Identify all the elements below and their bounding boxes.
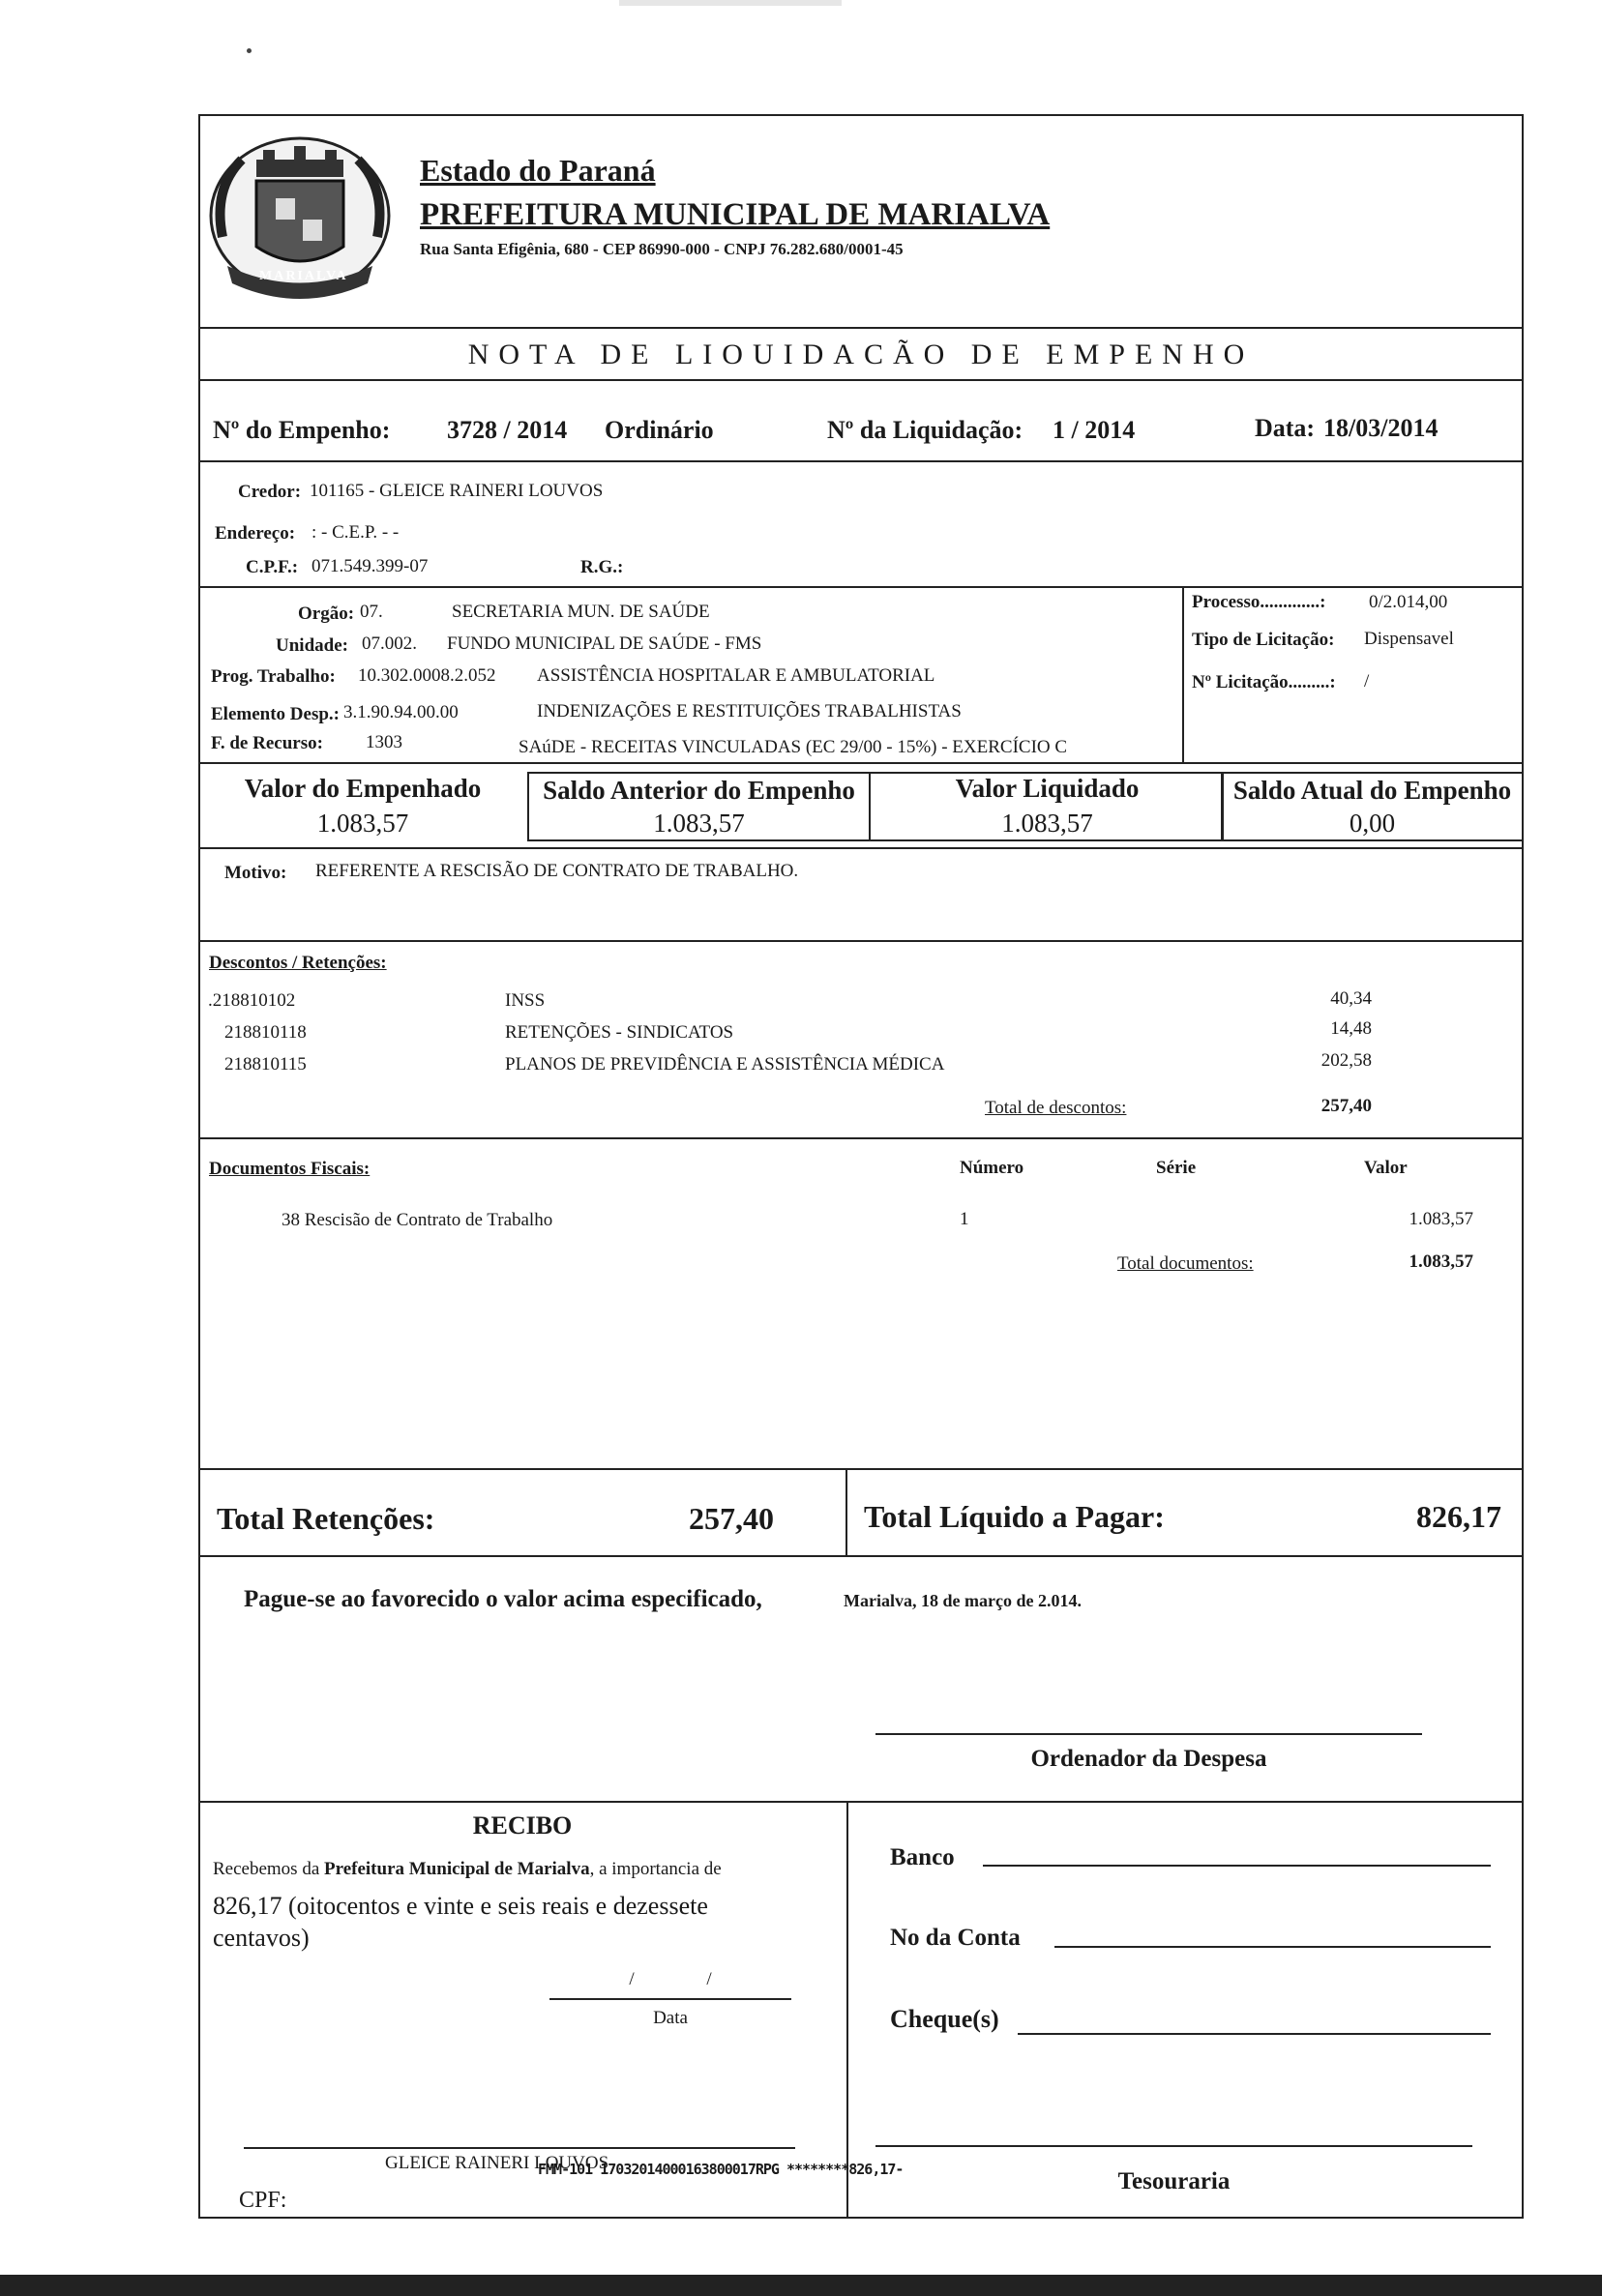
motivo-label: Motivo: (224, 863, 287, 883)
rg-label: R.G.: (580, 557, 624, 577)
recibo-line-b: Prefeitura Municipal de Marialva (324, 1859, 590, 1879)
orgao-code: 07. (360, 602, 383, 622)
empenho-type: Ordinário (605, 416, 714, 444)
cpf-label-recibo: CPF: (239, 2188, 287, 2213)
documentos-total-value: 1.083,57 (1409, 1251, 1473, 1272)
ordenador-label: Ordenador da Despesa (1030, 1746, 1267, 1772)
saldo-atual-label: Saldo Atual do Empenho (1232, 776, 1512, 805)
conta-label: No da Conta (890, 1925, 1021, 1951)
liquidado-value: 1.083,57 (1001, 809, 1093, 838)
recibo-line-c: , a importancia de (589, 1859, 722, 1879)
unidade-label: Unidade: (276, 635, 348, 656)
descontos-total-value: 257,40 (1320, 1096, 1372, 1116)
elemento-code: 3.1.90.94.00.00 (343, 702, 459, 722)
tesouraria-label: Tesouraria (1117, 2168, 1231, 2194)
tipo-licitacao-value: Dispensavel (1364, 629, 1454, 649)
cpf-value: 071.549.399-07 (312, 556, 429, 576)
crest-text: MARIALVA (259, 269, 348, 283)
recibo-data-label: Data (653, 2008, 688, 2028)
licitacao-label: Nº Licitação.........: (1192, 672, 1336, 692)
date-value: 18/03/2014 (1323, 414, 1439, 442)
cpf-label: C.P.F.: (246, 557, 299, 577)
address: Rua Santa Efigênia, 680 - CEP 86990-000 - CNPJ 76.282.680/0001-45 (420, 240, 904, 258)
state-name: Estado do Paraná (420, 153, 656, 188)
desconto-code: .218810102 (208, 990, 296, 1011)
desconto-desc: INSS (505, 990, 546, 1011)
descontos-title: Descontos / Retenções: (209, 953, 387, 973)
cheque-line[interactable] (1018, 2033, 1491, 2035)
conta-line[interactable] (1054, 1946, 1491, 1948)
scan-edge (0, 2275, 1602, 2296)
total-retencoes-value: 257,40 (689, 1501, 774, 1536)
banco-line[interactable] (983, 1865, 1491, 1867)
col-numero: Número (960, 1158, 1024, 1178)
place-date: Marialva, 18 de março de 2.014. (844, 1591, 1082, 1610)
motivo-text: REFERENTE A RESCISÃO DE CONTRATO DE TRABALHO. (315, 861, 799, 881)
endereco-label: Endereço: (215, 523, 296, 544)
documentos-total-label: Total documentos: (1117, 1253, 1254, 1274)
elemento-label: Elemento Desp.: (211, 704, 340, 724)
scan-mark (619, 0, 842, 6)
liquidacao-label: Nº da Liquidação: (827, 416, 1024, 444)
desconto-desc: RETENÇÕES - SINDICATOS (505, 1022, 734, 1043)
endereco-value: : - C.E.P. - - (312, 522, 400, 543)
documento-valor: 1.083,57 (1409, 1209, 1473, 1229)
processo-value: 0/2.014,00 (1369, 592, 1448, 612)
recurso-name: SAúDE - RECEITAS VINCULADAS (EC 29/00 - 15%) - EXERCÍCIO C (519, 737, 1068, 757)
prog-label: Prog. Trabalho: (211, 666, 336, 687)
empenhado-value: 1.083,57 (316, 809, 409, 838)
desconto-desc: PLANOS DE PREVIDÊNCIA E ASSISTÊNCIA MÉDICA (505, 1054, 945, 1074)
pague-se-text: Pague-se ao favorecido o valor acima especificado, (244, 1586, 762, 1612)
prog-code: 10.302.0008.2.052 (358, 665, 496, 686)
descontos-total-label: Total de descontos: (985, 1098, 1127, 1118)
unidade-code: 07.002. (362, 633, 417, 654)
liquidacao-number: 1 / 2014 (1053, 416, 1136, 444)
date-label: Data: (1255, 414, 1316, 442)
tipo-licitacao-label: Tipo de Licitação: (1192, 630, 1335, 650)
recibo-amount-text: 826,17 (oitocentos e vinte e seis reais e dezessete centavos) (213, 1892, 708, 1952)
desconto-code: 218810118 (224, 1022, 307, 1043)
col-serie: Série (1156, 1158, 1197, 1178)
crest-logo (203, 131, 397, 314)
desconto-value: 40,34 (1330, 988, 1372, 1009)
desconto-value: 202,58 (1320, 1050, 1372, 1071)
saldo-atual-value: 0,00 (1349, 809, 1396, 838)
banco-label: Banco (890, 1844, 955, 1870)
recurso-label: F. de Recurso: (211, 733, 323, 753)
recibo-line (213, 1859, 722, 1880)
scan-dot (247, 48, 252, 53)
city-hall-name: PREFEITURA MUNICIPAL DE MARIALVA (420, 197, 1051, 232)
total-liquido-label: Total Líquido a Pagar: (864, 1499, 1165, 1534)
empenhado-label: Valor do Empenhado (244, 774, 482, 803)
col-valor: Valor (1364, 1158, 1408, 1178)
licitacao-value: / (1364, 671, 1370, 692)
orgao-name: SECRETARIA MUN. DE SAÚDE (452, 602, 710, 622)
liquidado-label: Valor Liquidado (955, 774, 1140, 803)
documento-numero: 1 (960, 1209, 969, 1229)
saldo-anterior-label: Saldo Anterior do Empenho (543, 776, 855, 805)
recibo-line-a: Recebemos da (213, 1859, 325, 1879)
empenho-label: Nº do Empenho: (213, 416, 391, 444)
documentos-title: Documentos Fiscais: (209, 1159, 371, 1179)
empenho-number: 3728 / 2014 (447, 416, 568, 444)
cheque-label: Cheque(s) (890, 2005, 999, 2033)
prog-name: ASSISTÊNCIA HOSPITALAR E AMBULATORIAL (537, 665, 935, 686)
credor-value: 101165 - GLEICE RAINERI LOUVOS (310, 481, 604, 501)
recibo-date-slashes: / / (629, 1969, 712, 1989)
unidade-name: FUNDO MUNICIPAL DE SAÚDE - FMS (447, 633, 762, 654)
recibo-title: RECIBO (472, 1811, 573, 1840)
documento-desc: 38 Rescisão de Contrato de Trabalho (282, 1210, 553, 1230)
elemento-name: INDENIZAÇÕES E RESTITUIÇÕES TRABALHISTAS (537, 701, 962, 721)
saldo-anterior-value: 1.083,57 (653, 809, 745, 838)
total-liquido-value: 826,17 (1416, 1499, 1501, 1534)
desconto-code: 218810115 (224, 1054, 307, 1074)
processo-label: Processo.............: (1192, 592, 1326, 612)
document-title: NOTA DE LIOUIDACÃO DE EMPENHO (467, 339, 1255, 370)
credor-label: Credor: (238, 482, 302, 502)
recurso-code: 1303 (366, 732, 402, 752)
beneficiary-name: GLEICE RAINERI LOUVOS (385, 2153, 609, 2173)
total-retencoes-label: Total Retenções: (217, 1501, 435, 1536)
desconto-value: 14,48 (1330, 1018, 1372, 1039)
autenticacao-stamp: FMM-101 17032014000163800017RPG ********826,17- (538, 2161, 904, 2178)
orgao-label: Orgão: (298, 603, 355, 624)
